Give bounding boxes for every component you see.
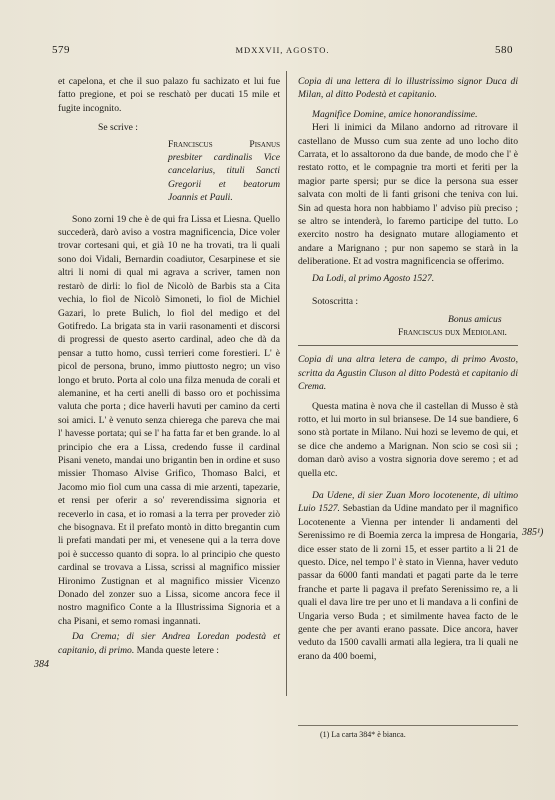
signature-title: presbiter cardinalis Vice cancelarius, tituli Sancti Gregorii et beatorum Joannis et Pauli.: [168, 152, 280, 204]
left-column: [58, 75, 280, 657]
signatory: Franciscus dux Mediolani.: [398, 326, 507, 338]
letter-source: Da Udene, di sier Zuan Moro locotenente, di ultimo Luio 1527.: [298, 489, 518, 515]
letter-intro: [298, 489, 518, 663]
letter-date: Da Lodi, al primo Agosto 1527.: [312, 272, 435, 284]
letter-intro-tail: Manda queste letere :: [134, 644, 219, 656]
margin-folio-right: 385¹): [522, 527, 544, 538]
paragraph: Heri li inimici da Milano andorno ad ritrovare il castellano de Musso cum sua zente ad uno locho dito Carrata, et lo assaltorono da due bande, de modo che l' è restato rotto, et le compagnie tra morti et feriti per la magior parte spersi; pur se dice la persona sua esser salvata con molti de li fanti grisoni che teniva con lui. Sin ad questa hora non habbiamo l' adviso più preciso ; se altro se intenderà, lo faremo participe del tutto. Lo exercito nostro ha designato mutare allogiamento et andare a Marignano ; pur non sapemo se starà in la deliberatione. Et ad vostra magnificencia se offerimo.: [298, 122, 518, 268]
salutation: Magnifice Domine, amice honorandissime.: [312, 108, 478, 120]
signature-block: [58, 121, 280, 204]
paragraph: Questa matina è nova che il castellan di Musso è stà rotto, et lui morto in sul briansese. De 14 sue bandiere, 6 sono stà portate in Milano. Nui hozi se levemo de qui, et se dice che andemo a Marignan. Non scio se così sii ; doman darò aviso a vostra signoria dove seremo ; et ad quella etc.: [298, 400, 518, 479]
se-scrive: Se scrive :: [98, 122, 138, 134]
column-divider: [286, 71, 287, 696]
paragraph: Sono zorni 19 che è de qui fra Lissa et Liesna. Quello succederà, darò aviso a vostra magnificencia, Dice voler trovar cortesani qui, et già 10 ne ha trovati, tra li quali sono doi Vidali, Bernardin coadiutor, Cesarpinese et sie altri li nomi di qual mi agrava a scriver, tamen non restarò de dirli: lo fiol de Nicolò de Barbis sta a Cita vechia, lo fiol de Nicolò Simoneti, lo fiol de Michiel Gazari, lo prete Bulich, lo fiol del medigo et del Gotifredo. La brigata sta in varii rasonamenti et discorsi di progressi de questo aserto cardinal, adeo che dà da pensar a tutto homo, cussì terrieri come forestieri. L' è picol de persona, bruno, immo piuttosto negro; un viso longo et bruto. Porta al colo una filza menuda de corali et alemanine, et ha certi anelli di basso oro et pochissima valuta che porta ; dice haverli havuti per camino da certi soi amici. L' è venuto senza chierega che pareva che mai l' havesse portata; qui se l' ha fatta far et ben grande. lo al principio che era a Lissa, credendo fusse il cardinal Pisani veneto, mandai uno brigantin ben in ordine et suso missier Thomaso Alvise Grifico, Thomaso Balci, et Jacomo mio fiol cum una cassa di mie arzenti, tapezarie, et rensi per oferir a so' reverendissima signoria et receverlo in casa, et io romasi a la terra per proveder ziò che bisognava. Et il prefato montò in ditto bregantin cum li prefati mandati per mi, et venesene qui a la terra dove poi è successo quanto di sopra. lo al principio che questo cardinal se trovava a Lissa, scrissi al magnifico missier Hironimo Zustignan et al magnifico missier Vicenzo Donado del zonzer suo a Lissa, sicome ancora fece il nostro magnifico Conte a la Illustrissima Signoria et a cha Pisani, et semo romasi ingannati.: [58, 213, 280, 627]
letter-intro: [58, 630, 280, 657]
letter-heading: Copia di una altra letera de campo, di primo Avosto, scritta da Agustin Cluson al ditto Podestà et capitanio di Crema.: [298, 354, 518, 393]
page-number-left: 579: [52, 44, 70, 56]
footnote: (1) La carta 384* è bianca.: [320, 730, 406, 739]
letter-intro-tail: Sebastian da Udine mandato per il magnifico Locotenente a Vienna per intender li andamenti del Serenissimo re di Boemia zerca la impresa de Hongaria, dice esser stato de li zorni 15, et esser partito a li 21 de questo. Dice, nel tempo l' è stato in Vienna, haver veduto passar da 6000 fanti mandati et pagati parte da le terre franche et parte li pagava il prefato Serenissimo re, a li quali el dava lire tre per uno et li mandava a li confini de Ungaria verso Buda ; et similmente havea facto de le gente che per avanti erano passate. Dice ancora, haver veduto da 1500 cavalli armati alla legiera, tra li quali ne erano da 400 boemi,: [298, 503, 518, 662]
letter-source: Da Crema; di sier Andrea Loredan podestà et capitanio, di primo.: [58, 631, 280, 656]
running-title: MDXXVII, AGOSTO.: [235, 45, 330, 55]
letter-heading: Copia di una lettera di lo illustrissimo signor Duca di Milan, al ditto Podestà et capitanio.: [298, 76, 518, 101]
margin-folio-left: 384: [34, 659, 49, 670]
signature-name: Franciscus Pisanus: [168, 138, 280, 150]
right-column: [298, 75, 518, 663]
page-number-right: 580: [495, 44, 513, 56]
closing: Bonus amicus: [448, 313, 502, 325]
sotoscritta: Sotoscritta :: [312, 296, 359, 308]
running-header: [52, 44, 513, 60]
paragraph: et capelona, et che il suo palazo fu sachizato et lui fue fatto pregione, et poi se reschatò per ducati 15 mile et fugite incognito.: [58, 76, 280, 114]
footnote-rule: [298, 725, 518, 726]
signature: [58, 138, 280, 205]
section-rule: [298, 345, 518, 346]
